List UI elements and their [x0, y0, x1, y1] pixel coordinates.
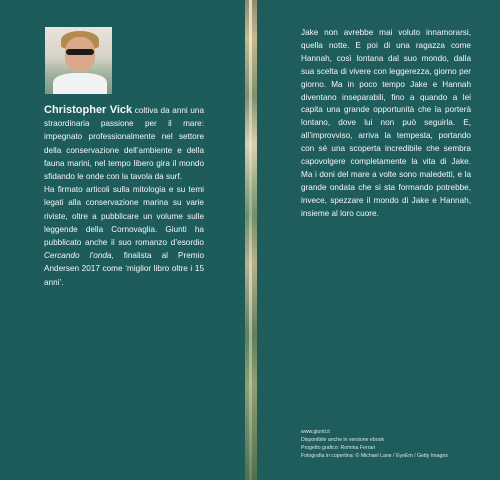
design-credit: Progetto grafico: Romina Ferrari	[301, 445, 376, 451]
debut-novel-title: Cercando l’onda	[44, 251, 112, 261]
author-name: Christopher Vick	[44, 104, 133, 116]
bio-paragraph-2	[44, 183, 204, 289]
bio-paragraph-1-text: coltiva da anni una straordinaria passione per il mare: impegnato professionalmente nel settore della conservazione dell’ambiente e della fauna marini, nel tempo libero gira il mondo sfidando le onde con la tavola da surf.	[44, 106, 204, 182]
photo-sunglasses	[66, 49, 94, 55]
credits	[301, 428, 486, 460]
bio-paragraph-2-end: , finalista al Premio Andersen 2017 come ‘miglior libro oltre i 15 anni’.	[44, 251, 204, 287]
author-panel	[0, 0, 245, 480]
synopsis-text: Jake non avrebbe mai voluto innamorarsi, quella notte. E poi di una ragazza come Hannah, così lontana dal suo mondo, dalla sua scelta di vivere con leggerezza, giorno per giorno. Ma in poco tempo Jake e Hannah diventano inseparabili, fino a quando a lei capita una grande opportunità che la porterà lontano, dove lui non può seguirla. E, all’improvviso, arriva la tempesta, portando con sé una scoperta incredibile che sembra capovolgere completamente la vita di Jake. Ma i doni del mare a volte sono maledetti, e la grande ondata che si sta formando potrebbe, invece, spezzare il mondo di Jake e Hannah, insieme al loro cuore.	[301, 28, 471, 218]
photo-credit: Fotografia in copertina: © Michael Lane / EyeEm / Getty Images	[301, 453, 448, 459]
author-photo	[45, 27, 112, 94]
photo-shirt	[53, 73, 107, 94]
bio-paragraph-2-text: Ha firmato articoli sulla mitologia e su temi legati alla conservazione marina su varie riviste, oltre a pubblicare un volume sulle leggende della Cornovaglia. Giunti ha pubblicato anche il suo romanzo d’esordio	[44, 185, 204, 248]
bio-paragraph-1	[44, 104, 204, 183]
synopsis	[301, 27, 471, 221]
book-spine	[245, 0, 257, 480]
author-bio	[44, 104, 204, 289]
ebook-note: Disponibile anche in versione ebook	[301, 437, 385, 443]
publisher-website: www.giunti.it	[301, 429, 330, 435]
